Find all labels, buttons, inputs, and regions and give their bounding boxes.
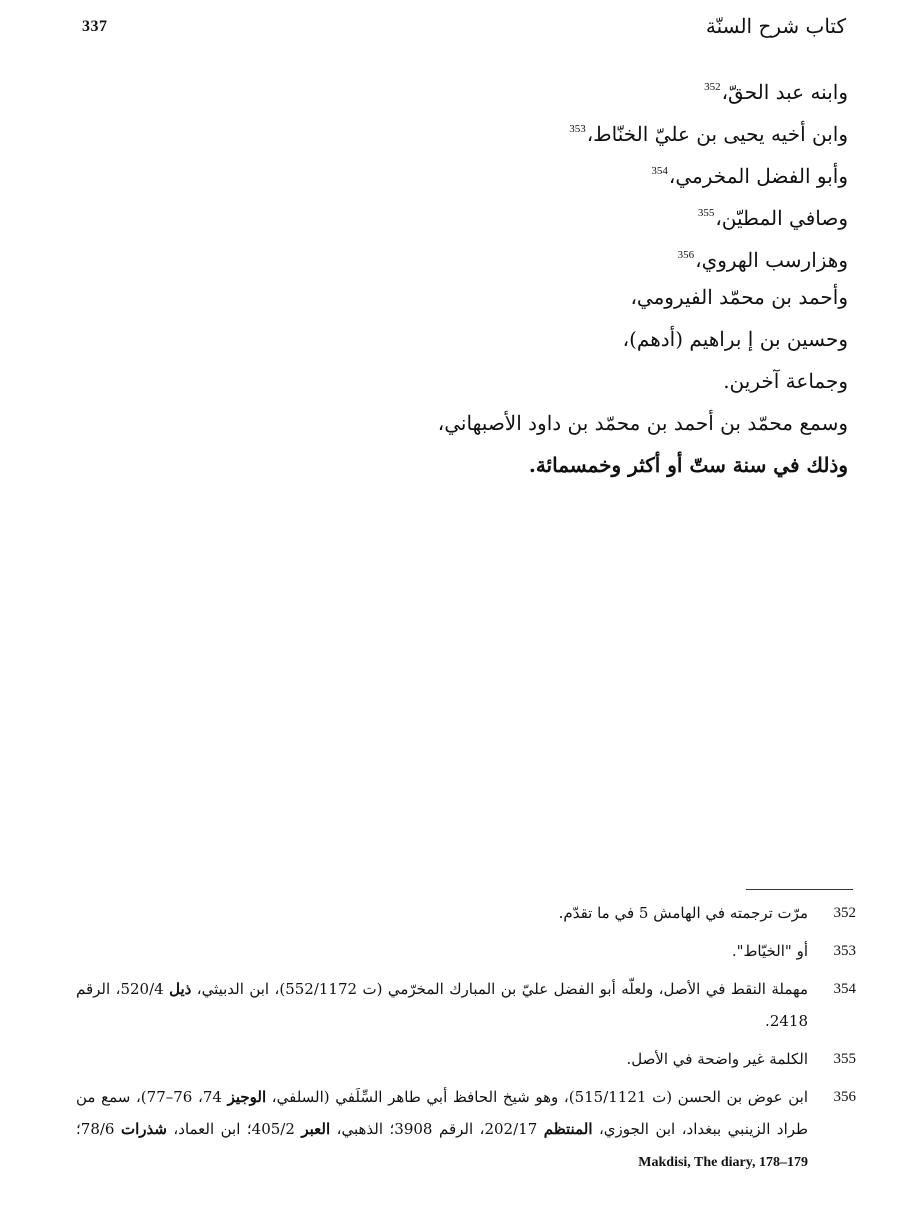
footnote — [76, 935, 856, 967]
footnote-text: أو "الخيّاط". — [731, 942, 808, 960]
text-line — [208, 234, 848, 276]
text-line — [208, 360, 848, 402]
running-title: كتاب شرح السنّة — [705, 14, 846, 38]
text-line — [208, 276, 848, 318]
footnote-ref[interactable]: 354 — [651, 165, 668, 177]
line-text: وأبو الفضل المخرمي، — [668, 164, 848, 188]
line-text: وذلك في سنة ستّ أو أكثر وخمسمائة. — [528, 453, 848, 477]
text-line — [208, 192, 848, 234]
line-text: وهزارسب الهروي، — [695, 248, 848, 272]
footnote — [76, 1043, 856, 1075]
footnote-rule — [746, 889, 853, 890]
line-text: وأحمد بن محمّد الفيرومي، — [630, 285, 848, 309]
footnote-text: مرّت ترجمته في الهامش 5 في ما تقدّم. — [558, 904, 808, 922]
line-text: وحسين بن إ براهيم (أدهم)، — [622, 327, 848, 351]
page-number: 337 — [82, 18, 108, 35]
footnote — [76, 897, 856, 929]
footnotes — [76, 897, 856, 1179]
line-text: وصافي المطيّن، — [715, 206, 848, 230]
text-line — [208, 402, 848, 444]
line-text: وابن أخيه يحيى بن عليّ الخنّاط، — [586, 122, 848, 146]
footnote-number: 352 — [833, 905, 856, 921]
footnote-ref[interactable]: 356 — [677, 249, 695, 261]
footnote-number: 353 — [833, 943, 856, 959]
footnote-ref[interactable]: 353 — [569, 123, 586, 135]
footnote-number: 354 — [833, 981, 856, 997]
footnote-number: 355 — [833, 1051, 856, 1067]
footnote-ref[interactable]: 355 — [697, 207, 715, 219]
footnote-ref[interactable]: 352 — [704, 81, 721, 93]
line-text: وسمع محمّد بن أحمد بن محمّد بن داود الأصبهاني، — [437, 411, 848, 435]
line-text: وجماعة آخرين. — [723, 369, 848, 393]
text-line — [208, 150, 848, 192]
footnote — [76, 1081, 856, 1179]
footnote — [76, 973, 856, 1037]
footnote-text: ابن عوض بن الحسن (ت 515/1121)، وهو شيخ الحافظ أبي طاهر السِّلَفي (السلفي، الوجيز 74، 76–77)، سمع من طراد الزينبي ببغداد، ابن الجوزي، المنتظم 202/17، الرقم 3908؛ الذهبي، العبر 405/2؛ ابن العماد، شذرات 78/6؛ Makdisi, The diary, 178–179 — [76, 1088, 808, 1170]
footnote-text: مهملة النقط في الأصل، ولعلّه أبو الفضل عليّ بن المبارك المخرّمي (ت 552/1172)، ابن الدبيثي، ذيل 520/4، الرقم 2418. — [76, 980, 808, 1030]
line-text: وابنه عبد الحقّ، — [721, 80, 848, 104]
text-line — [208, 444, 848, 486]
main-text — [208, 66, 848, 486]
text-line — [208, 66, 848, 108]
text-line — [208, 108, 848, 150]
footnote-number: 356 — [833, 1089, 856, 1105]
text-line — [208, 318, 848, 360]
footnote-text: الكلمة غير واضحة في الأصل. — [626, 1050, 808, 1068]
